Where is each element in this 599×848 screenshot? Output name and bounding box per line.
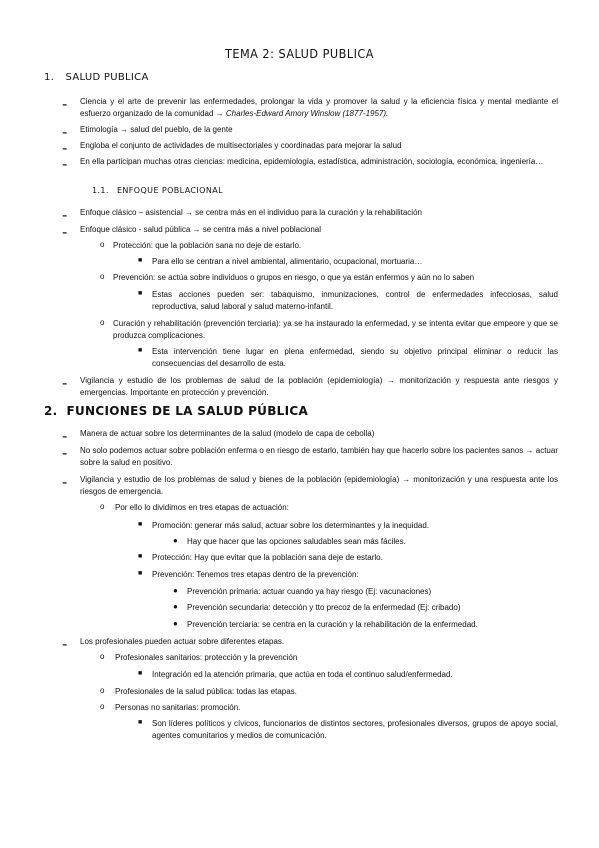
list-item [80, 96, 558, 120]
list-item: Personas no sanitarias: promoción. [115, 703, 241, 712]
list-item: Manera de actuar sobre los determinantes de la salud (modelo de capa de cebolla) [80, 429, 375, 438]
bullet-square: ■ [138, 553, 143, 560]
bullet-dash: - [62, 207, 68, 224]
list-item: Profesionales de la salud pública: todas las etapas. [115, 687, 297, 696]
bullet-square: ■ [138, 670, 143, 677]
section-number: 1. [44, 72, 55, 83]
section-heading-1 [44, 72, 149, 83]
bullet-circle: o [100, 240, 105, 249]
subsection-title: ENFOQUE POBLACIONAL [116, 186, 223, 195]
list-item: Esta intervención tiene lugar en plena enfermedad, siendo su objetivo principal eliminar o reducir las consecuencias del desarrollo de esta. [152, 347, 558, 368]
list-item: Etimología → salud del pueblo, de la gente [80, 125, 233, 134]
section-title: SALUD PUBLICA [65, 72, 149, 83]
section-heading-2 [44, 404, 308, 418]
list-item: Enfoque clásico - salud pública → se centra más a nivel poblacional [80, 225, 322, 234]
list-item-text: Ciencia y el arte de prevenir las enfermedades, prolongar la vida y promover la salud y la eficiencia física y mental mediante el esfuerzo organizado de la comunidad → [80, 97, 558, 118]
bullet-dash: - [62, 445, 68, 462]
subsection-number: 1.1. [92, 186, 109, 195]
list-item: Curación y rehabilitación (prevención terciaria): ya se ha instaurado la enfermedad, y se intenta evitar que empeore y que se produzca complicaciones. [113, 319, 558, 340]
page-title: TEMA 2: SALUD PUBLICA [225, 46, 374, 61]
bullet-square: ■ [138, 570, 143, 577]
list-item: En ella participan muchas otras ciencias: medicina, epidemiología, estadística, administración, sociología, económica, ingeniería… [80, 157, 544, 166]
bullet-square: ■ [138, 290, 143, 297]
section-number: 2. [44, 404, 58, 418]
list-item: Hay que hacer que las opciones saludables sean más fáciles. [187, 537, 406, 546]
list-item: Prevención secundaria: detección y tto precoz de la enfermedad (Ej: cribado) [187, 603, 461, 612]
list-item: Protección: Hay que evitar que la población sana deje de estarlo. [152, 553, 383, 562]
bullet-circle: o [100, 686, 105, 695]
bullet-dash: - [62, 124, 68, 141]
list-item: Los profesionales pueden actuar sobre diferentes etapas. [80, 637, 285, 646]
bullet-dash: - [62, 474, 68, 491]
list-item: Protección: que la población sana no deje de estarlo. [113, 241, 302, 250]
subsection-heading [92, 186, 223, 195]
bullet-disc: ● [173, 536, 178, 545]
list-item: Integración ed la atención primaria, que actúa en toda el continuo salud/enfermedad. [152, 670, 453, 679]
list-item: Para ello se centran a nivel ambiental, alimentario, ocupacional, mortuaria… [152, 257, 423, 266]
bullet-square: ■ [138, 719, 143, 726]
list-item: Vigilancia y estudio de los problemas de salud y bienes de la población (epidemiología) → monitorización y una respuesta ante los riesgos de emergencia. [80, 475, 558, 496]
list-item: No solo podemos actuar sobre población enferma o en riesgo de estarlo, también hay que hacerlo sobre los pacientes sanos → actuar sobre la salud en positivo. [80, 446, 558, 467]
bullet-dash: - [62, 156, 68, 173]
citation: Charles-Edward Amory Winslow (1877-1957). [225, 109, 389, 118]
list-item: Son líderes políticos y cívicos, funcionarios de distintos sectores, profesionales diversos, grupos de apoyo social, agentes comunitarios y medios de comunicación. [152, 719, 558, 740]
bullet-dash: - [62, 636, 68, 653]
bullet-dash: - [62, 96, 68, 113]
bullet-disc: ● [173, 619, 178, 628]
list-item: Enfoque clásico – asistencial → se centra más en el individuo para la curación y la rehabilitación [80, 208, 422, 217]
list-item: Promoción: generar más salud, actuar sobre los determinantes y la inequidad. [152, 521, 430, 530]
list-item: Estas acciones pueden ser: tabaquismo, inmunizaciones, control de enfermedades infecciosas, salud reproductiva, salud laboral y salud materno-infantil. [152, 290, 558, 311]
bullet-circle: o [100, 652, 105, 661]
bullet-disc: ● [173, 586, 178, 595]
list-item: Por ello lo dividimos en tres etapas de actuación: [115, 503, 289, 512]
section-title: FUNCIONES DE LA SALUD PÚBLICA [66, 404, 309, 418]
bullet-disc: ● [173, 602, 178, 611]
list-item: Engloba el conjunto de actividades de multisectoriales y coordinadas para mejorar la salud [80, 141, 402, 150]
bullet-square: ■ [138, 347, 143, 354]
bullet-dash: - [62, 224, 68, 241]
bullet-circle: o [100, 702, 105, 711]
bullet-square: ■ [138, 521, 143, 528]
list-item: Vigilancia y estudio de los problemas de salud de la población (epidemiología) → monitorización y respuesta ante riesgos y emergencias. Importante en protección y prevención. [80, 376, 558, 397]
bullet-dash: - [62, 428, 68, 445]
list-item: Prevención primaria: actuar cuando ya hay riesgo (Ej: vacunaciones) [187, 587, 432, 596]
bullet-circle: o [100, 502, 105, 511]
bullet-square: ■ [138, 257, 143, 264]
list-item: Prevención: se actúa sobre individuos o grupos en riesgo, o que ya están enfermos y aún no lo saben [113, 273, 475, 282]
list-item: Prevención terciaria: se centra en la curación y la rehabilitación de la enfermedad. [187, 620, 478, 629]
bullet-dash: - [62, 375, 68, 392]
list-item: Prevención: Tenemos tres etapas dentro de la prevención: [152, 570, 359, 579]
bullet-circle: o [100, 318, 105, 327]
bullet-dash: - [62, 140, 68, 157]
list-item: Profesionales sanitarios: protección y la prevención [115, 653, 298, 662]
bullet-circle: o [100, 272, 105, 281]
